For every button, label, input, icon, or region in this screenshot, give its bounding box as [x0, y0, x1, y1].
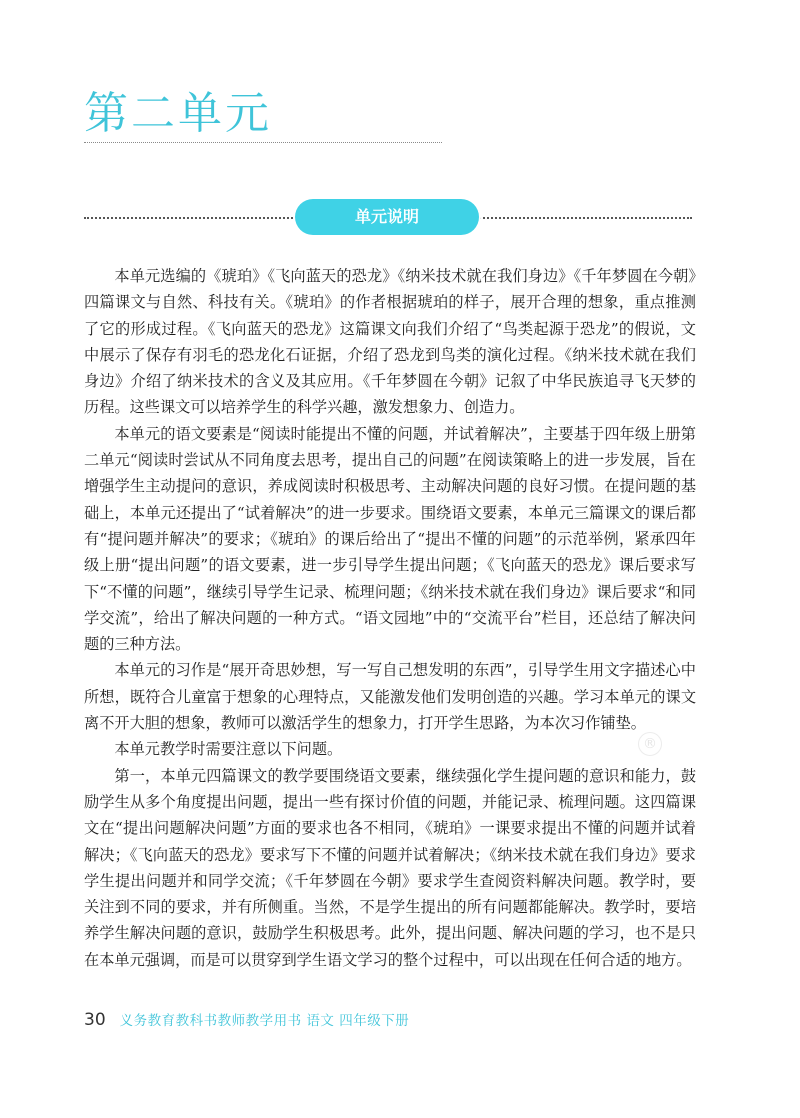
unit-description-body: [84, 263, 696, 973]
paragraph-teaching-note-1: 第一，本单元四篇课文的教学要围绕语文要素，继续强化学生提问题的意识和能力，鼓励学生从多个角度提出问题，提出一些有探讨价值的问题，并能记录、梳理问题。这四篇课文在“提出问题解决问题”方面的要求也各不相同，《琥珀》一课要求提出不懂的问题并试着解决；《飞向蓝天的恐龙》要求写下不懂的问题并试着解决；《纳米技术就在我们身边》要求学生提出问题并和同学交流；《千年梦圆在今朝》要求学生查阅资料解决问题。教学时，要关注到不同的要求，并有所侧重。当然，不是学生提出的所有问题都能解决。教学时，要培养学生解决问题的意识，鼓励学生积极思考。此外，提出问题、解决问题的学习，也不是只在本单元强调，而是可以贯穿到学生语文学习的整个过程中，可以出现在任何合适的地方。: [84, 766, 696, 969]
title-divider: [84, 142, 442, 143]
paragraph-teaching-notes-intro: 本单元教学时需要注意以下问题。: [114, 740, 343, 759]
registered-mark-icon: ®: [638, 732, 662, 756]
paragraph-intro: 本单元选编的《琥珀》《飞向蓝天的恐龙》《纳米技术就在我们身边》《千年梦圆在今朝》四篇课文与自然、科技有关。《琥珀》的作者根据琥珀的样子，展开合理的想象，重点推测了它的形成过程。《飞向蓝天的恐龙》这篇课文向我们介绍了“鸟类起源于恐龙”的假说，文中展示了保存有羽毛的恐龙化石证据，介绍了恐龙到鸟类的演化过程。《纳米技术就在我们身边》介绍了纳米技术的含义及其应用。《千年梦圆在今朝》记叙了中华民族追寻飞天梦的历程。这些课文可以培养学生的科学兴趣，激发想象力、创造力。: [84, 267, 696, 417]
section-label: 单元说明: [295, 199, 479, 235]
paragraph-language-elements: 本单元的语文要素是“阅读时能提出不懂的问题，并试着解决”，主要基于四年级上册第二单元“阅读时尝试从不同角度去思考，提出自己的问题”在阅读策略上的进一步发展，旨在增强学生主动提问的意识，养成阅读时积极思考、主动解决问题的良好习惯。在提问题的基础上，本单元还提出了“试着解决”的进一步要求。围绕语文要素，本单元三篇课文的课后都有“提问题并解决”的要求；《琥珀》的课后给出了“提出不懂的问题”的示范举例，紧承四年级上册“提出问题”的语文要素，进一步引导学生提出问题；《飞向蓝天的恐龙》课后要求写下“不懂的问题”，继续引导学生记录、梳理问题；《纳米技术就在我们身边》课后要求“和同学交流”，给出了解决问题的一种方式。“语文园地”中的“交流平台”栏目，还总结了解决问题的三种方法。: [84, 424, 696, 654]
unit-title: 第二单元: [84, 88, 272, 139]
paragraph-writing-task: 本单元的习作是“展开奇思妙想，写一写自己想发明的东西”，引导学生用文字描述心中所想，既符合儿童富于想象的心理特点，又能激发他们发明创造的兴趣。学习本单元的课文离不开大胆的想象，教师可以激活学生的想象力，打开学生思路，为本次习作铺垫。: [84, 661, 696, 733]
section-header: [84, 197, 692, 239]
page-footer: [84, 1009, 409, 1030]
page-number: 30: [84, 1010, 106, 1030]
book-title: 义务教育教科书教师教学用书 语文 四年级下册: [119, 1013, 410, 1029]
